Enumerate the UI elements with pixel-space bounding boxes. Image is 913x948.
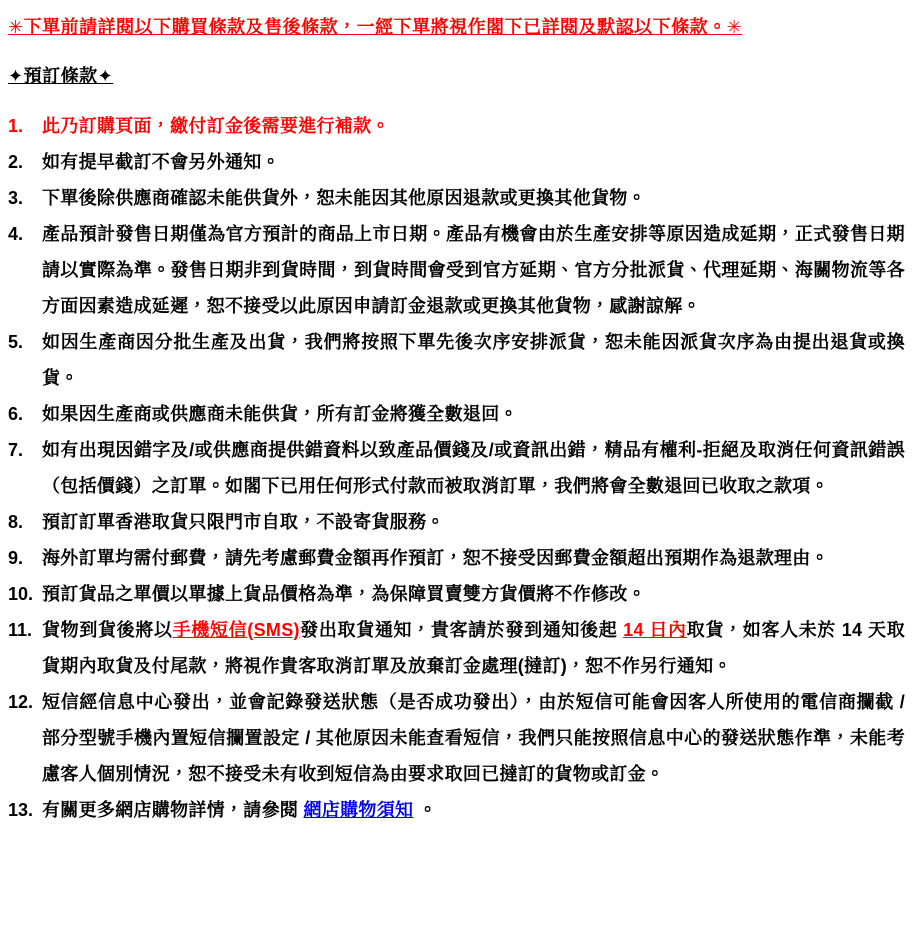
term-text-part: 預訂訂單香港取貨只限門市自取，不設寄貨服務。	[42, 512, 445, 532]
term-number: 12.	[8, 692, 34, 712]
term-item	[8, 180, 905, 216]
term-item	[8, 396, 905, 432]
term-text	[42, 324, 905, 396]
term-text	[42, 144, 905, 180]
term-text-part: 。	[413, 800, 437, 820]
highlighted-term-text: 14 日內	[623, 620, 687, 640]
term-item	[8, 792, 905, 828]
term-number: 3.	[8, 188, 24, 208]
term-item	[8, 108, 905, 144]
term-text-part: 此乃訂購頁面，繳付訂金後需要進行補款。	[42, 116, 390, 136]
term-text-part: 產品預計發售日期僅為官方預計的商品上市日期。產品有機會由於生產安排等原因造成延期，正式發售日期請以實際為準。發售日期非到貨時間，到貨時間會受到官方延期、官方分批派貨、代理延期、海關物流等各方面因素造成延遲，恕不接受以此原因申請訂金退款或更換其他貨物，感謝諒解。	[42, 224, 905, 316]
term-text	[42, 576, 905, 612]
term-text-part: 海外訂單均需付郵費，請先考慮郵費金額再作預訂，恕不接受因郵費金額超出預期作為退款理由。	[42, 548, 829, 568]
term-text-part: 如因生產商因分批生產及出貨，我們將按照下單先後次序安排派貨，恕未能因派貨次序為由提出退貨或換貨。	[42, 332, 905, 388]
term-number: 4.	[8, 224, 24, 244]
term-text-part: 發出取貨通知，貴客請於發到通知後起	[299, 620, 624, 640]
pre-order-terms-section-title: ✦預訂條款✦	[8, 66, 114, 86]
term-item	[8, 684, 905, 792]
highlighted-term-text: 手機短信(SMS)	[172, 620, 300, 640]
pre-order-notice-banner: ✳下單前請詳閱以下購買條款及售後條款，一經下單將視作閣下已詳閱及默認以下條款。✳	[8, 17, 743, 37]
term-item	[8, 324, 905, 396]
term-number: 13.	[8, 800, 34, 820]
term-text-part: 短信經信息中心發出，並會記錄發送狀態（是否成功發出），由於短信可能會因客人所使用的電信商攔截 / 部分型號手機內置短信攔置設定 / 其他原因未能查看短信，我們只能按照信息中心的發送狀態作準，未能考慮客人個別情況，恕不接受未有收到短信為由要求取回已撻訂的貨物或訂金。	[42, 692, 905, 784]
term-number: 2.	[8, 152, 24, 172]
term-text	[42, 792, 905, 828]
term-text	[42, 540, 905, 576]
term-number: 9.	[8, 548, 24, 568]
term-item	[8, 216, 905, 324]
term-text	[42, 180, 905, 216]
term-number: 1.	[8, 116, 24, 136]
term-text-part: 如果因生產商或供應商未能供貨，所有訂金將獲全數退回。	[42, 404, 518, 424]
term-number: 7.	[8, 440, 24, 460]
term-text	[42, 432, 905, 504]
term-text	[42, 504, 905, 540]
term-text	[42, 612, 905, 684]
term-item	[8, 576, 905, 612]
term-text	[42, 684, 905, 792]
term-number: 8.	[8, 512, 24, 532]
term-text	[42, 108, 905, 144]
term-text-part: 取貨，如客人未於 14 天取貨期內取貨及付尾款，將視作貴客取消訂單及放棄訂金處理(撻訂)，恕不作另行通知。	[42, 620, 905, 676]
term-number: 11.	[8, 620, 33, 640]
term-text-part: 貨物到貨後將以	[42, 620, 173, 640]
term-text-part: 下單後除供應商確認未能供貨外，恕未能因其他原因退款或更換其他貨物。	[42, 188, 646, 208]
term-number: 6.	[8, 404, 24, 424]
term-item	[8, 504, 905, 540]
term-number: 10.	[8, 584, 34, 604]
term-text-part: 有關更多網店購物詳情，請參閱	[42, 800, 304, 820]
term-item	[8, 540, 905, 576]
term-text	[42, 216, 905, 324]
term-text-part: 預訂貨品之單價以單據上貨品價格為準，為保障買賣雙方貨價將不作修改。	[42, 584, 646, 604]
term-text	[42, 396, 905, 432]
term-text-part: 如有提早截訂不會另外通知。	[42, 152, 280, 172]
terms-list	[8, 108, 905, 828]
term-number: 5.	[8, 332, 24, 352]
term-item	[8, 612, 905, 684]
shop-guide-link[interactable]: 網店購物須知	[303, 800, 414, 820]
term-item	[8, 144, 905, 180]
term-text-part: 如有出現因錯字及/或供應商提供錯資料以致產品價錢及/或資訊出錯，精品有權利-拒絕及取消任何資訊錯誤（包括價錢）之訂單。如閣下已用任何形式付款而被取消訂單，我們將會全數退回已收取之款項。	[42, 440, 905, 496]
term-item	[8, 432, 905, 504]
